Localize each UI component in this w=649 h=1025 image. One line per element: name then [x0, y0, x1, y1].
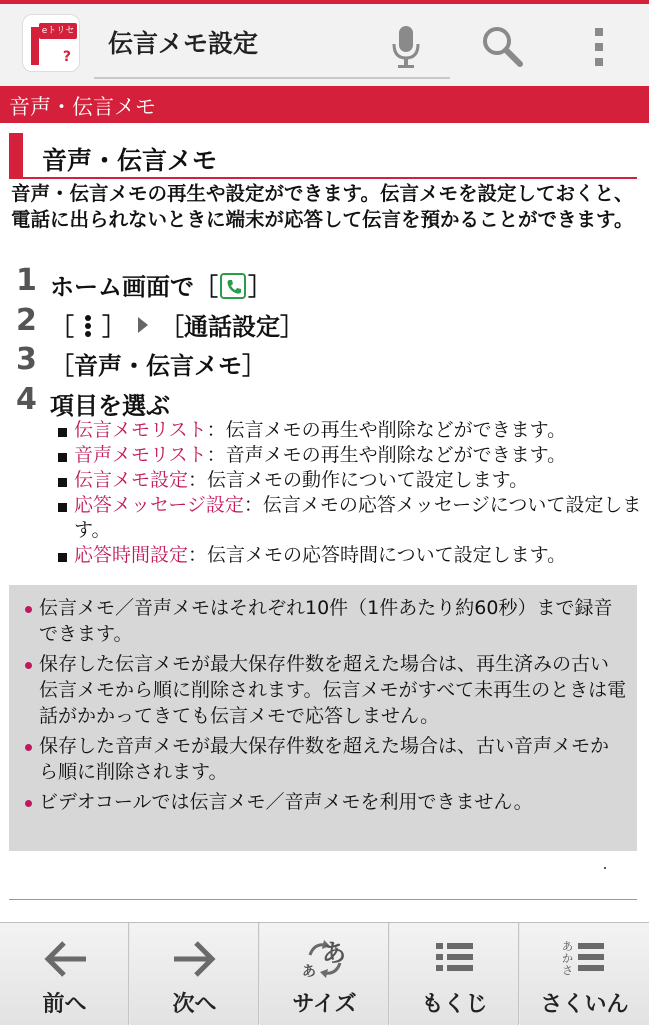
step-text: 項目を選ぶ [50, 392, 170, 420]
option-list [58, 418, 643, 568]
overflow-menu-icon[interactable] [592, 26, 606, 68]
item-description: ：伝言メモの動作について設定します。 [188, 469, 529, 491]
microphone-icon[interactable] [390, 24, 422, 70]
index-button-label: さくいん [540, 992, 629, 1017]
bullet-dot [25, 606, 32, 613]
list-item [58, 543, 643, 568]
bullet-dot [25, 662, 32, 669]
prev-button-label: 前へ [42, 992, 87, 1017]
bullet-square [58, 428, 67, 437]
bullet-square [58, 503, 67, 512]
note-item [15, 789, 627, 815]
toc-button-label: もくじ [421, 992, 488, 1017]
app-bar [0, 4, 649, 86]
note-item [15, 733, 627, 785]
list-item [58, 443, 643, 468]
step-text: ［通話設定］ [160, 313, 304, 341]
note-text: 伝言メモ／音声メモはそれぞれ10件（1件あたり約60秒）まで録音できます。 [39, 597, 613, 645]
size-icon-small-char: あ [302, 964, 316, 980]
list-icon [430, 937, 480, 981]
item-link[interactable]: 応答時間設定 [74, 544, 189, 566]
bullet-square [58, 553, 67, 562]
index-button[interactable] [520, 923, 649, 1025]
text-size-button[interactable] [260, 923, 389, 1025]
step-number: 3 [16, 342, 37, 377]
prev-button[interactable] [0, 923, 129, 1025]
bottom-toolbar [0, 922, 649, 1024]
step-number: 2 [16, 303, 37, 338]
list-item [58, 418, 643, 443]
step-number: 1 [16, 263, 37, 298]
index-icon-text: あかさ [562, 940, 573, 977]
item-description: ：伝言メモの応答メッセージについて設定します。 [74, 494, 642, 541]
next-button-label: 次へ [172, 992, 217, 1017]
content-divider [9, 899, 637, 900]
app-logo-icon[interactable]: eトリセツ ? [22, 14, 80, 72]
list-item [58, 493, 643, 543]
phone-app-icon [220, 273, 246, 299]
page-heading [9, 133, 637, 179]
search-icon[interactable] [480, 24, 524, 68]
next-button[interactable] [130, 923, 259, 1025]
item-description: ：音声メモの再生や削除などができます。 [206, 444, 567, 466]
text-size-button-label: サイズ [292, 992, 357, 1017]
more-options-icon [82, 313, 94, 339]
size-icon-big-char: あ [322, 939, 346, 967]
app-title: 伝言メモ設定 [108, 29, 259, 58]
app-logo-text: eトリセツ [39, 23, 77, 39]
step-text: ［音声・伝言メモ］ [50, 352, 266, 380]
item-link[interactable]: 伝言メモリスト [74, 419, 207, 441]
step-bracket-close: ］ [102, 313, 126, 341]
section-header-bar [0, 86, 649, 123]
step-bracket-open: ［ [50, 313, 74, 341]
note-item [15, 651, 627, 729]
arrow-right-icon [170, 937, 220, 981]
search-field-underline [94, 77, 450, 79]
text-size-icon [300, 937, 350, 981]
item-link[interactable]: 音声メモリスト [74, 444, 207, 466]
item-link[interactable]: 伝言メモ設定 [74, 469, 189, 491]
note-item [15, 595, 627, 647]
step-number: 4 [16, 382, 37, 417]
step-text-close: ］ [248, 273, 272, 301]
intro-text: 音声・伝言メモの再生や設定ができます。伝言メモを設定しておくと、電話に出られないときに端末が応答して伝言を預かることができます。 [11, 182, 634, 231]
section-header-label: 音声・伝言メモ [9, 95, 156, 119]
bullet-dot [25, 744, 32, 751]
note-text: 保存した音声メモが最大保存件数を超えた場合は、古い音声メモから順に削除されます。 [39, 735, 610, 783]
bullet-dot [25, 800, 32, 807]
step-text: ホーム画面で［ [50, 273, 218, 301]
index-icon [560, 937, 610, 981]
note-text: ビデオコールでは伝言メモ／音声メモを利用できません。 [39, 791, 533, 813]
list-item [58, 468, 643, 493]
scroll-marker [604, 867, 606, 869]
toc-button[interactable] [390, 923, 519, 1025]
bullet-square [58, 453, 67, 462]
item-link[interactable]: 応答メッセージ設定 [74, 494, 244, 516]
page-heading-text: 音声・伝言メモ [42, 146, 218, 175]
arrow-left-icon [40, 937, 90, 981]
item-description: ：伝言メモの再生や削除などができます。 [206, 419, 567, 441]
note-text: 保存した伝言メモが最大保存件数を超えた場合は、再生済みの古い伝言メモから順に削除されます。伝言メモがすべて未再生のときは電話がかかってきても伝言メモで応答しません。 [39, 653, 627, 727]
arrow-right-icon [138, 317, 148, 333]
bullet-square [58, 478, 67, 487]
item-description: ：伝言メモの応答時間について設定します。 [188, 544, 567, 566]
notes-box [9, 585, 637, 851]
